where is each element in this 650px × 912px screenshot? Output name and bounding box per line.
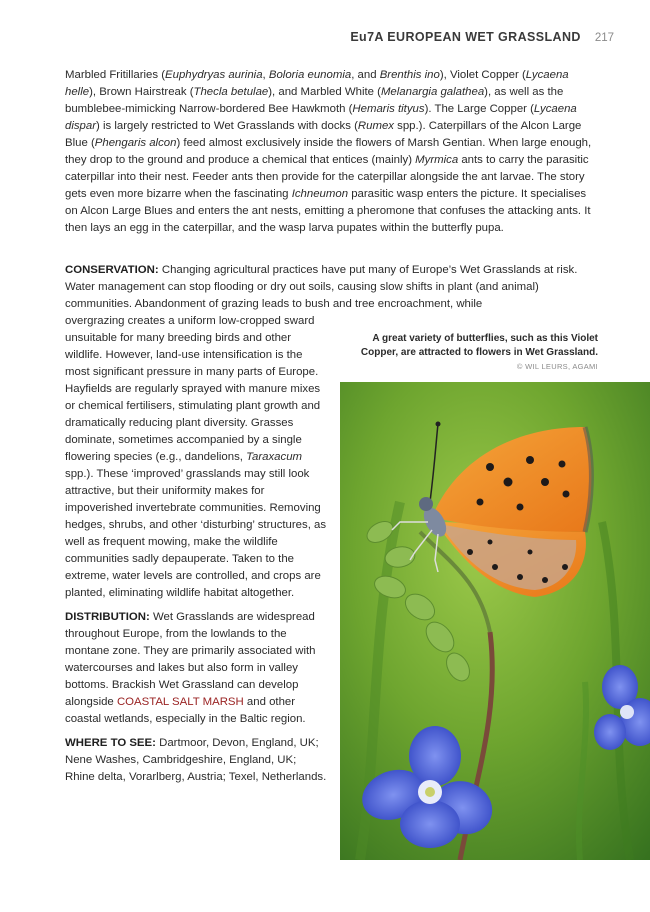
butterfly-photo-icon bbox=[340, 382, 650, 860]
italic-term: Melanargia galathea bbox=[380, 86, 485, 98]
italic-term: Myrmica bbox=[415, 154, 459, 166]
running-header bbox=[350, 30, 614, 50]
italic-term: Phengaris alcon bbox=[94, 137, 177, 149]
left-text-column bbox=[65, 313, 327, 793]
page-number: 217 bbox=[594, 32, 614, 44]
distribution-label: DISTRIBUTION: bbox=[65, 611, 150, 623]
italic-term: Brenthis ino bbox=[379, 69, 440, 81]
italic-term: Ichneumon bbox=[291, 188, 349, 200]
italic-term: Lycaena helle bbox=[65, 69, 569, 98]
italic-term: Boloria eunomia bbox=[268, 69, 352, 81]
distribution-paragraph bbox=[65, 609, 327, 728]
section-title: Eu7A EUROPEAN WET GRASSLAND bbox=[350, 30, 581, 44]
italic-term: Lycaena dispar bbox=[65, 103, 577, 132]
conservation-paragraph-top bbox=[65, 262, 597, 313]
intro-text: Marbled Fritillaries (Euphydryas aurinia, Boloria eunomia, and Brenthis ino), Violet Copper (Lycaena helle), Brown Hairstreak (Thecla betulae), and Marbled White (Melanargia galathea), as well as the bumblebee-mimicking Narrow-bordered Bee Hawkmoth (Hemaris tityus). The Large Copper (Lycaena dispar) is largely restricted to Wet Grasslands with docks (Rumex spp.). Caterpillars of the Alcon Large Blue (Phengaris alcon) feed almost exclusively inside the flowers of Marsh Gentian. When large enough, they drop to the ground and produce a chemical that entices (mainly) Myrmica ants to carry the parasitic caterpillar into their nest. Feeder ants then provide for the caterpillar alongside the ant larvae. The story gets even more bizarre when the fascinating Ichneumon parasitic wasp enters the picture. It specialises on Alcon Large Blues and enters the ant nests, emitting a pheromone that confuses the attacking ants. It then lays an egg in the caterpillar, and the wasp larva pupates within the butterfly pupa. bbox=[65, 69, 592, 234]
butterfly-photo bbox=[340, 382, 650, 860]
caption-text: A great variety of butterflies, such as this Violet Copper, are attracted to flowers in Wet Grassland. bbox=[360, 333, 598, 358]
italic-term: Thecla betulae bbox=[193, 86, 269, 98]
intro-paragraph bbox=[65, 67, 597, 237]
photo-credit: © WIL LEURS, AGAMI bbox=[516, 362, 598, 371]
italic-term: Hemaris tityus bbox=[352, 103, 425, 115]
where-to-see-text: Dartmoor, Devon, England, UK; Nene Washes, Cambridgeshire, England, UK; Rhine delta, Vorarlberg, Austria; Texel, Netherlands. bbox=[65, 737, 327, 783]
cross-reference-link[interactable]: COASTAL SALT MARSH bbox=[116, 696, 244, 708]
italic-term: Euphydryas aurinia bbox=[165, 69, 263, 81]
where-to-see-label: WHERE TO SEE: bbox=[65, 737, 156, 749]
distribution-text: Wet Grasslands are widespread throughout Europe, from the lowlands to the montane zone. They are primarily associated with watercourses and lakes but also form in valley bottoms. Brackish Wet Grassland can develop alongside COASTAL SALT MARSH and other coastal wetlands, especially in the Baltic region. bbox=[65, 611, 316, 725]
conservation-text-column: overgrazing creates a uniform low-cropped sward unsuitable for many breeding birds and other wildlife. However, land-use intensification is the most significant pressure in many parts of Europe. Hayfields are regularly sprayed with manure mixes or chemical fertilisers, stimulating plant growth and dramatically reducing plant diversity. Grasses dominate, sometimes accompanied by a single flowering species (e.g., dandelions, Taraxacum spp.). These ‘improved’ grasslands may still look attractive, but their uniformity makes for impoverished invertebrate communities. Removing hedges, shrubs, and other ‘disturbing’ structures, as well as frequent mowing, make the wildlife communities sadly depauperate. Taken to the extreme, water levels are controlled, and crops are planted, eliminating wildlife habitat altogether. bbox=[65, 315, 327, 599]
conservation-text-top: Changing agricultural practices have put many of Europe’s Wet Grasslands at risk. Water management can stop flooding or dry out soils, causing slow shifts in plant (and animal) communities. Abandonment of grazing leads to bush and tree encroachment, while bbox=[65, 264, 578, 310]
conservation-label: CONSERVATION: bbox=[65, 264, 159, 276]
where-to-see-paragraph bbox=[65, 735, 327, 786]
photo-caption bbox=[340, 332, 598, 374]
italic-term: Rumex bbox=[357, 120, 394, 132]
italic-term: Taraxacum bbox=[246, 451, 303, 463]
